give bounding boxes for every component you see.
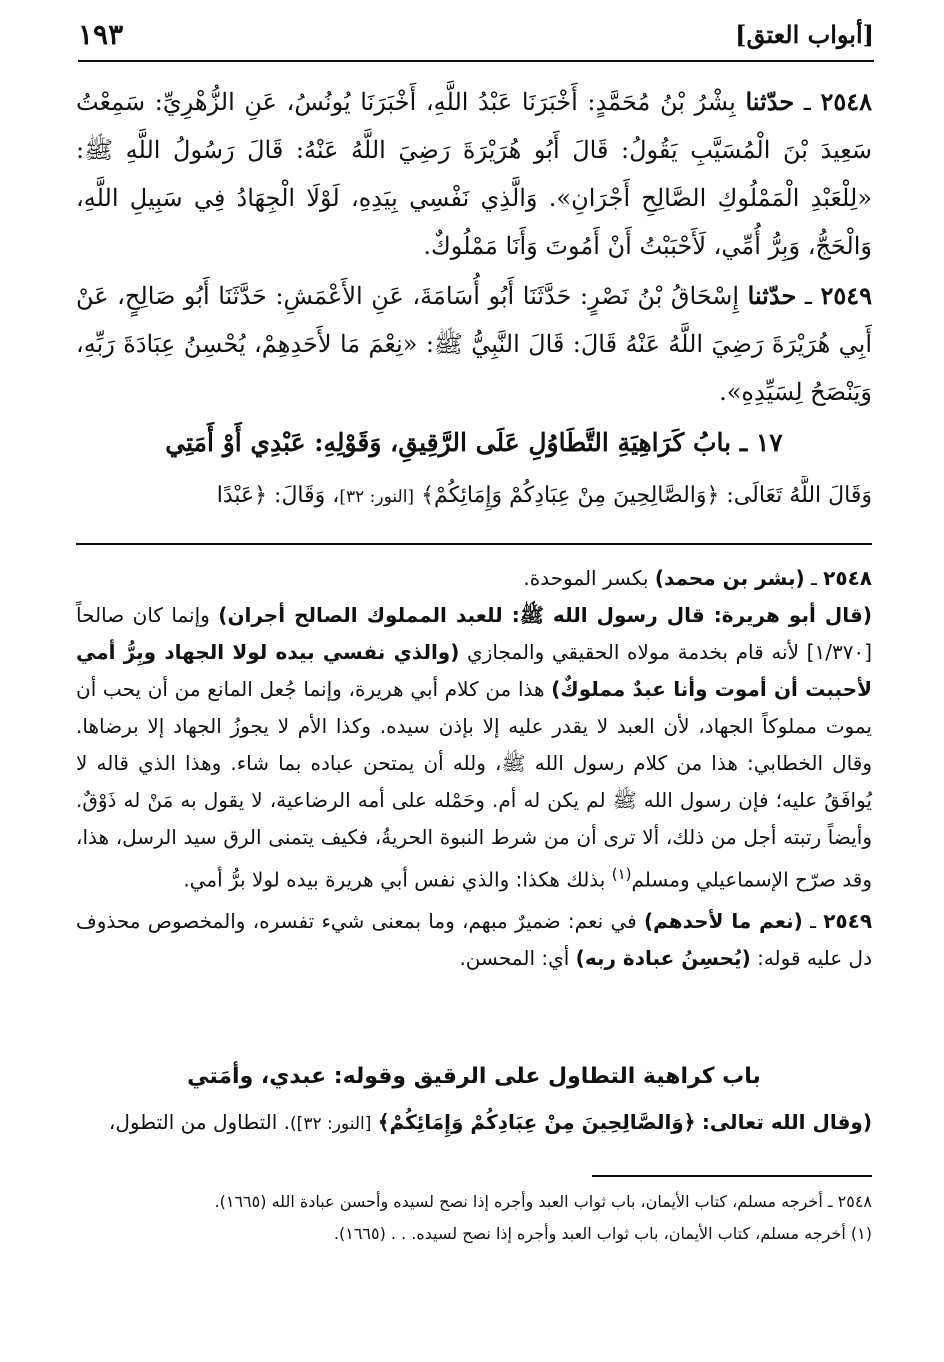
commentary-lemma: (وقال الله تعالى: — [701, 1110, 872, 1134]
commentary-number: ٢٥٤٩ — [823, 908, 873, 933]
footnote-1: (١) أخرجه مسلم، كتاب الأيمان، باب ثواب العبد وأجره إذا نصح لسيده. . . (١٦٦٥). — [333, 1224, 872, 1243]
commentary-section — [76, 560, 872, 977]
hadith-2549 — [76, 272, 872, 416]
commentary-text: أي: المحسن. — [459, 945, 570, 970]
hadith-2549-text: ٢٥٤٩ ـ حدّثنا إِسْحَاقُ بْنُ نَصْرٍ: حَدَّثَنَا أَبُو أُسَامَةَ، عَنِ الأَعْمَشِ: حَدَّثَنَا أَبُو صَالِحٍ، عَنْ أَبِي هُرَيْرَةَ رَضِيَ اللَّهُ عَنْهُ قَالَ: قَالَ النَّبِيُّ ﷺ: «نِعْمَ مَا لأَحَدِهِمْ، يُحْسِنُ عِبَادَةَ رَبِّهِ، وَيَنْصَحُ لِسَيِّدِهِ». — [76, 281, 872, 406]
commentary-text: وإنما كان صالحاً [١/٣٧٠] لأنه قام بخدمة مولاه الحقيقي والمجازي — [76, 603, 872, 664]
quran-tail: ، وَقَالَ: ﴿عَبْدًا — [216, 483, 340, 508]
commentary-text: في نعم: ضميرٌ مبهم، وما بمعنى شيء تفسره، والمخصوص محذوف دل عليه قوله: — [76, 908, 872, 970]
hadith-body: إِسْحَاقُ بْنُ نَصْرٍ: حَدَّثَنَا أَبُو أُسَامَةَ، عَنِ الأَعْمَشِ: حَدَّثَنَا أَبُو صَالِحٍ، عَنْ أَبِي هُرَيْرَةَ رَضِيَ اللَّهُ عَنْهُ قَالَ: قَالَ النَّبِيُّ ﷺ: «نِعْمَ مَا لأَحَدِهِمْ، يُحْسِنُ عِبَادَةَ رَبِّهِ، وَيَنْصَحُ لِسَيِّدِهِ». — [76, 282, 872, 406]
commentary-text: بكسر الموحدة. — [523, 566, 649, 590]
quran-verse: ﴿وَالصَّالِحِينَ مِنْ عِبَادِكُمْ وَإِمَائِكُمْ﴾ — [377, 1110, 696, 1134]
commentary-lemma: (قال أبو هريرة: قال رسول الله ﷺ: للعبد المملوك الصالح أجران) — [218, 603, 872, 627]
chapter-title: [أبواب العتق] — [735, 20, 874, 49]
hadith-2548 — [76, 78, 872, 270]
commentary-2548: ٢٥٤٨ ـ (بشر بن محمد) بكسر الموحدة. — [523, 566, 872, 590]
text-commentary-divider — [76, 543, 872, 545]
quran-lead: وَقَالَ اللَّهُ تَعَالَى: ﴿وَالصَّالِحِينَ مِنْ عِبَادِكُمْ وَإِمَائِكُمْ﴾ — [421, 483, 872, 508]
commentary-bab-heading: باب كراهية التطاول على الرقيق وقوله: عبدي، وأمَتي — [187, 1064, 761, 1089]
commentary-text: . التطاول من التطول، — [108, 1110, 291, 1134]
hadith-sanad-open: حدّثنا — [747, 281, 797, 310]
footnote-divider — [592, 1175, 872, 1177]
quran-reference: [النور: ٣٢]) — [290, 1114, 372, 1134]
commentary-lemma: (نعم ما لأحدهم) — [643, 908, 803, 933]
commentary-lemma: (والذي نفسي بيده لولا الجهاد وبِرُّ أمي لأحببت أن أموت وأنا عبدٌ مملوكٌ) — [76, 640, 873, 701]
commentary-last-line — [76, 1104, 872, 1143]
bab-17-heading: ١٧ ـ بابُ كَرَاهِيَةِ التَّطَاوُلِ عَلَى الرَّقِيقِ، وَقَوْلِهِ: عَبْدِي أَوْ أَمَتِي — [165, 428, 783, 457]
footnotes — [76, 1186, 872, 1250]
commentary-text: بذلك هكذا: والذي نفس أبي هريرة بيده لولا برُّ أمي. — [183, 867, 606, 892]
commentary-text: هذا من كلام أبي هريرة، وإنما جُعل المانع من أن يحب أن يموت مملوكاً الجهاد، لأن العبد لا يقدر عليه إلا بإذن سيده. وكذا الأم لا يجوزُ الجهاد إلا برضاها. وقال الخطابي: هذا من كلام رسول الله ﷺ، ولله أن يمتحن عباده بما شاء. وهذا الذي قاله لا يُوافَقُ عليه؛ فإن رسول الله ﷺ لم يكن له أم. وحَمْله على أمه الرضاعية، لا يقول به مَنْ له ذَوْقٌ. وأيضاً رتبته أجل من ذلك، ألا ترى أن من شرط النبوة الحريةُ، فكيف يتمنى الرق سيد الرسل، هذا، وقد صرّح الإسماعيلي ومسلم — [76, 677, 872, 892]
commentary-quran-line — [76, 1104, 872, 1143]
hadith-number: ٢٥٤٨ — [820, 87, 872, 116]
footnote-2548: ٢٥٤٨ ـ أخرجه مسلم، كتاب الأيمان، باب ثواب العبد وأجره إذا نصح لسيده وأحسن عبادة الله (١٦٦٥). — [214, 1192, 872, 1211]
hadith-number: ٢٥٤٩ — [820, 281, 872, 310]
commentary-2549: ٢٥٤٩ ـ (نعم ما لأحدهم) في نعم: ضميرٌ مبهم، وما بمعنى شيء تفسره، والمخصوص محذوف دل عليه قوله: (يُحسِنُ عبادة ربه) أي: المحسن. — [76, 908, 873, 970]
bab-17-quran-line — [76, 476, 872, 517]
footnote-marker[interactable]: (١) — [611, 865, 632, 883]
commentary-number: ٢٥٤٨ — [823, 566, 872, 590]
quran-reference: [النور: ٣٢] — [339, 487, 415, 507]
commentary-lemma: (بشر بن محمد) — [654, 566, 805, 590]
running-header — [78, 18, 874, 62]
commentary-paragraph-2 — [76, 597, 872, 899]
hadith-2548-text: ٢٥٤٨ ـ حدّثنا بِشْرُ بْنُ مُحَمَّدٍ: أَخْبَرَنَا عَبْدُ اللَّهِ، أَخْبَرَنَا يُونُسُ، عَنِ الزُّهْرِيِّ: سَمِعْتُ سَعِيدَ بْنَ الْمُسَيَّبِ يَقُولُ: قَالَ أَبُو هُرَيْرَةَ رَضِيَ اللَّهُ عَنْهُ: قَالَ رَسُولُ اللَّهِ ﷺ: «لِلْعَبْدِ الْمَمْلُوكِ الصَّالِحِ أَجْرَانِ». وَالَّذِي نَفْسِي بِيَدِهِ، لَوْلَا الْجِهَادُ فِي سَبِيلِ اللَّهِ، وَالْحَجُّ، وَبِرُّ أُمِّي، لَأَحْبَبْتُ أَنْ أَمُوتَ وَأَنَا مَمْلُوكٌ. — [76, 87, 872, 260]
page-number: ١٩٣ — [78, 18, 124, 51]
hadith-body: بِشْرُ بْنُ مُحَمَّدٍ: أَخْبَرَنَا عَبْدُ اللَّهِ، أَخْبَرَنَا يُونُسُ، عَنِ الزُّهْرِيِّ: سَمِعْتُ سَعِيدَ بْنَ الْمُسَيَّبِ يَقُولُ: قَالَ أَبُو هُرَيْرَةَ رَضِيَ اللَّهُ عَنْهُ: قَالَ رَسُولُ اللَّهِ ﷺ: «لِلْعَبْدِ الْمَمْلُوكِ الصَّالِحِ أَجْرَانِ». وَالَّذِي نَفْسِي بِيَدِهِ، لَوْلَا الْجِهَادُ فِي سَبِيلِ اللَّهِ، وَالْحَجُّ، وَبِرُّ أُمِّي، لَأَحْبَبْتُ أَنْ أَمُوتَ وَأَنَا مَمْلُوكٌ. — [76, 88, 872, 260]
hadith-sanad-open: حدّثنا — [745, 87, 795, 116]
header-divider — [78, 60, 874, 62]
commentary-lemma: (يُحسِنُ عبادة ربه) — [575, 945, 751, 970]
